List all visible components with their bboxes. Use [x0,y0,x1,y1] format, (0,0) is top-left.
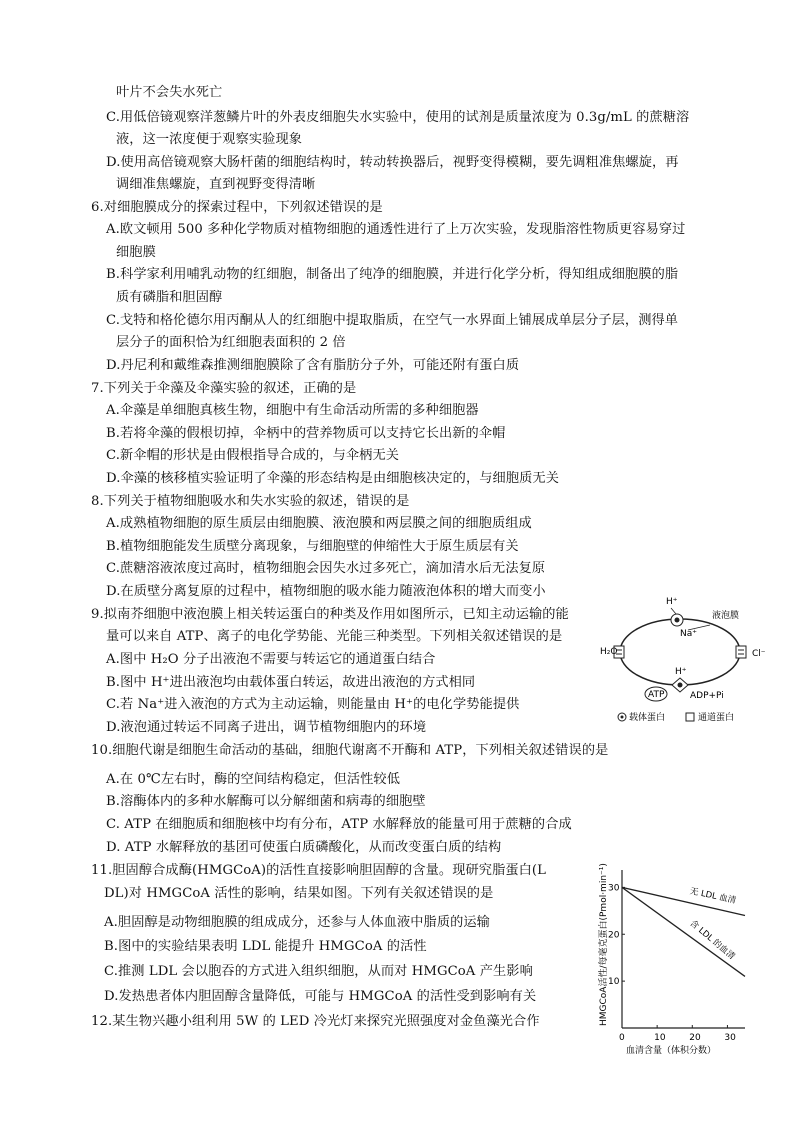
q6-option-b: B.科学家利用哺乳动物的红细胞，制备出了纯净的细胞膜，并进行化学分析，得知组成细胞膜的脂 [106,267,679,282]
cl-channel [736,646,746,658]
proton-pump [672,678,688,692]
hmgcoa-activity-chart [590,858,790,1058]
q8-option-c: C.蔗糖溶液浓度过高时，植物细胞会因失水过多死亡，滴加清水后无法复原 [106,561,546,576]
adp-label: ADP+Pi [690,691,724,701]
q11-option-a: A.胆固醇是动物细胞膜的组成成分，还参与人体血液中脂质的运输 [104,915,490,930]
carrier-legend-label: 载体蛋白 [629,713,666,723]
q7-stem: 7.下列关于伞藻及伞藻实验的叙述，正确的是 [91,381,357,396]
y-tick-label: 20 [608,930,620,941]
q11-stem: 11.胆固醇合成酶(HMGCoA)的活性直接影响胆固醇的含量。现研究脂蛋白(L [91,863,547,878]
q10-option-c: C. ATP 在细胞质和细胞核中均有分布，ATP 水解释放的能量可用于蔗糖的合成 [106,817,572,832]
na-label: Na⁺ [680,629,697,639]
q11-option-c: C.推测 LDL 会以胞吞的方式进入组织细胞，从而对 HMGCoA 产生影响 [104,964,533,979]
q5-option-c: C.用低倍镜观察洋葱鳞片叶的外表皮细胞失水实验中，使用的试剂是质量浓度为 0.3g/mL 的蔗糖溶 [106,110,690,125]
atp-label: ATP [648,690,665,700]
q8-option-d: D.在质壁分离复原的过程中，植物细胞的吸水能力随液泡体积的增大而变小 [106,584,546,599]
q11-stem-cont: DL)对 HMGCoA 活性的影响，结果如图。下列有关叙述错误的是 [104,886,494,901]
q11-option-d: D.发热患者体内胆固醇含量降低，可能与 HMGCoA 的活性受到影响有关 [104,989,537,1004]
q9-option-b: B.图中 H⁺进出液泡均由载体蛋白转运，故进出液泡的方式相同 [106,675,476,690]
series-label: 含 LDL 的血清 [687,918,737,962]
chart-xlabel: 血清含量（体积分数） [626,1046,717,1056]
q9-stem: 9.拟南芥细胞中液泡膜上相关转运蛋白的种类及作用如图所示，已知主动运输的能 [91,607,569,622]
q9-option-a: A.图中 H₂O 分子出液泡不需要与转运它的通道蛋白结合 [106,652,436,667]
q6-option-a: A.欧文顿用 500 多种化学物质对植物细胞的通透性进行了上万次实验，发现脂溶性物质更容易穿过 [106,222,686,237]
q9-stem-cont: 量可以来自 ATP、离子的电化学势能、光能三种类型。下列相关叙述错误的是 [106,629,563,644]
h-top-label: H⁺ [666,597,678,607]
h2o-label: H₂O [600,647,618,657]
q6-option-c: C.戈特和格伦德尔用丙酮从人的红细胞中提取脂质，在空气一水界面上铺展成单层分子层，测得单 [106,313,679,328]
q7-option-d: D.伞藻的核移植实验证明了伞藻的形态结构是由细胞核决定的，与细胞质无关 [106,471,559,486]
q6-option-c-cont: 层分子的面积恰为红细胞表面积的 2 倍 [116,335,346,350]
q8-stem: 8.下列关于植物细胞吸水和失水实验的叙述，错误的是 [91,494,410,509]
q7-option-c: C.新伞帽的形状是由假根指导合成的，与伞柄无关 [106,448,400,463]
q7-option-a: A.伞藻是单细胞真核生物，细胞中有生命活动所需的多种细胞器 [106,403,479,418]
x-tick-label: 10 [654,1033,666,1043]
q5-option-c-cont: 液，这一浓度便于观察实验现象 [116,132,303,147]
q5-b-cont: 叶片不会失水死亡 [116,85,223,100]
chart-ylabel: HMGCoA活性/每毫克蛋白(Pmol·min⁻¹) [599,863,609,1026]
x-tick-label: 30 [724,1033,736,1043]
q9-option-d: D.液泡通过转运不同离子进出，调节植物细胞内的环境 [106,720,427,735]
q12-stem: 12.某生物兴趣小组利用 5W 的 LED 冷光灯来探究光照强度对金鱼藻光合作 [91,1014,540,1029]
q8-option-a: A.成熟植物细胞的原生质层由细胞膜、液泡膜和两层膜之间的细胞质组成 [106,516,532,531]
x-tick-label: 20 [689,1033,701,1043]
series-label: 无 LDL 血清 [688,886,737,907]
channel-legend-label: 通道蛋白 [698,713,735,723]
x-tick-label: 0 [619,1033,625,1043]
q6-option-d: D.丹尼利和戴维森推测细胞膜除了含有脂肪分子外，可能还附有蛋白质 [106,358,520,373]
q7-option-b: B.若将伞藻的假根切掉，伞柄中的营养物质可以支持它长出新的伞帽 [106,426,506,441]
q9-option-c: C.若 Na⁺进入液泡的方式为主动运输，则能量由 H⁺的电化学势能提供 [106,697,520,712]
q8-option-b: B.植物细胞能发生质壁分离现象，与细胞壁的伸缩性大于原生质层有关 [106,539,519,554]
q10-option-b: B.溶酶体内的多种水解酶可以分解细菌和病毒的细胞壁 [106,794,426,809]
membrane-label: 液泡膜 [712,611,740,621]
h-bottom-label: H⁺ [675,667,687,677]
q6-stem: 6.对细胞膜成分的探索过程中，下列叙述错误的是 [91,200,383,215]
y-tick-label: 10 [608,977,620,988]
vacuole-transport-figure [600,590,790,730]
y-tick-label: 30 [608,883,620,894]
q10-option-d: D. ATP 水解释放的基团可使蛋白质磷酸化，从而改变蛋白质的结构 [106,840,502,855]
q10-option-a: A.在 0℃左右时，酶的空间结构稳定，但活性较低 [106,772,401,787]
q10-stem: 10.细胞代谢是细胞生命活动的基础，细胞代谢离不开酶和 ATP，下列相关叙述错误的是 [91,743,609,758]
channel-legend-icon [686,713,694,721]
q5-option-d: D.使用高倍镜观察大肠杆菌的细胞结构时，转动转换器后，视野变得模糊，要先调粗准焦螺旋，再 [106,155,679,170]
q5-option-d-cont: 调细准焦螺旋，直到视野变得清晰 [116,177,316,192]
q6-option-a-cont: 细胞膜 [116,245,156,260]
h-na-carrier [671,614,683,626]
q6-option-b-cont: 质有磷脂和胆固醇 [116,290,223,305]
q11-option-b: B.图中的实验结果表明 LDL 能提升 HMGCoA 的活性 [104,939,427,954]
cl-label: Cl⁻ [752,649,766,659]
